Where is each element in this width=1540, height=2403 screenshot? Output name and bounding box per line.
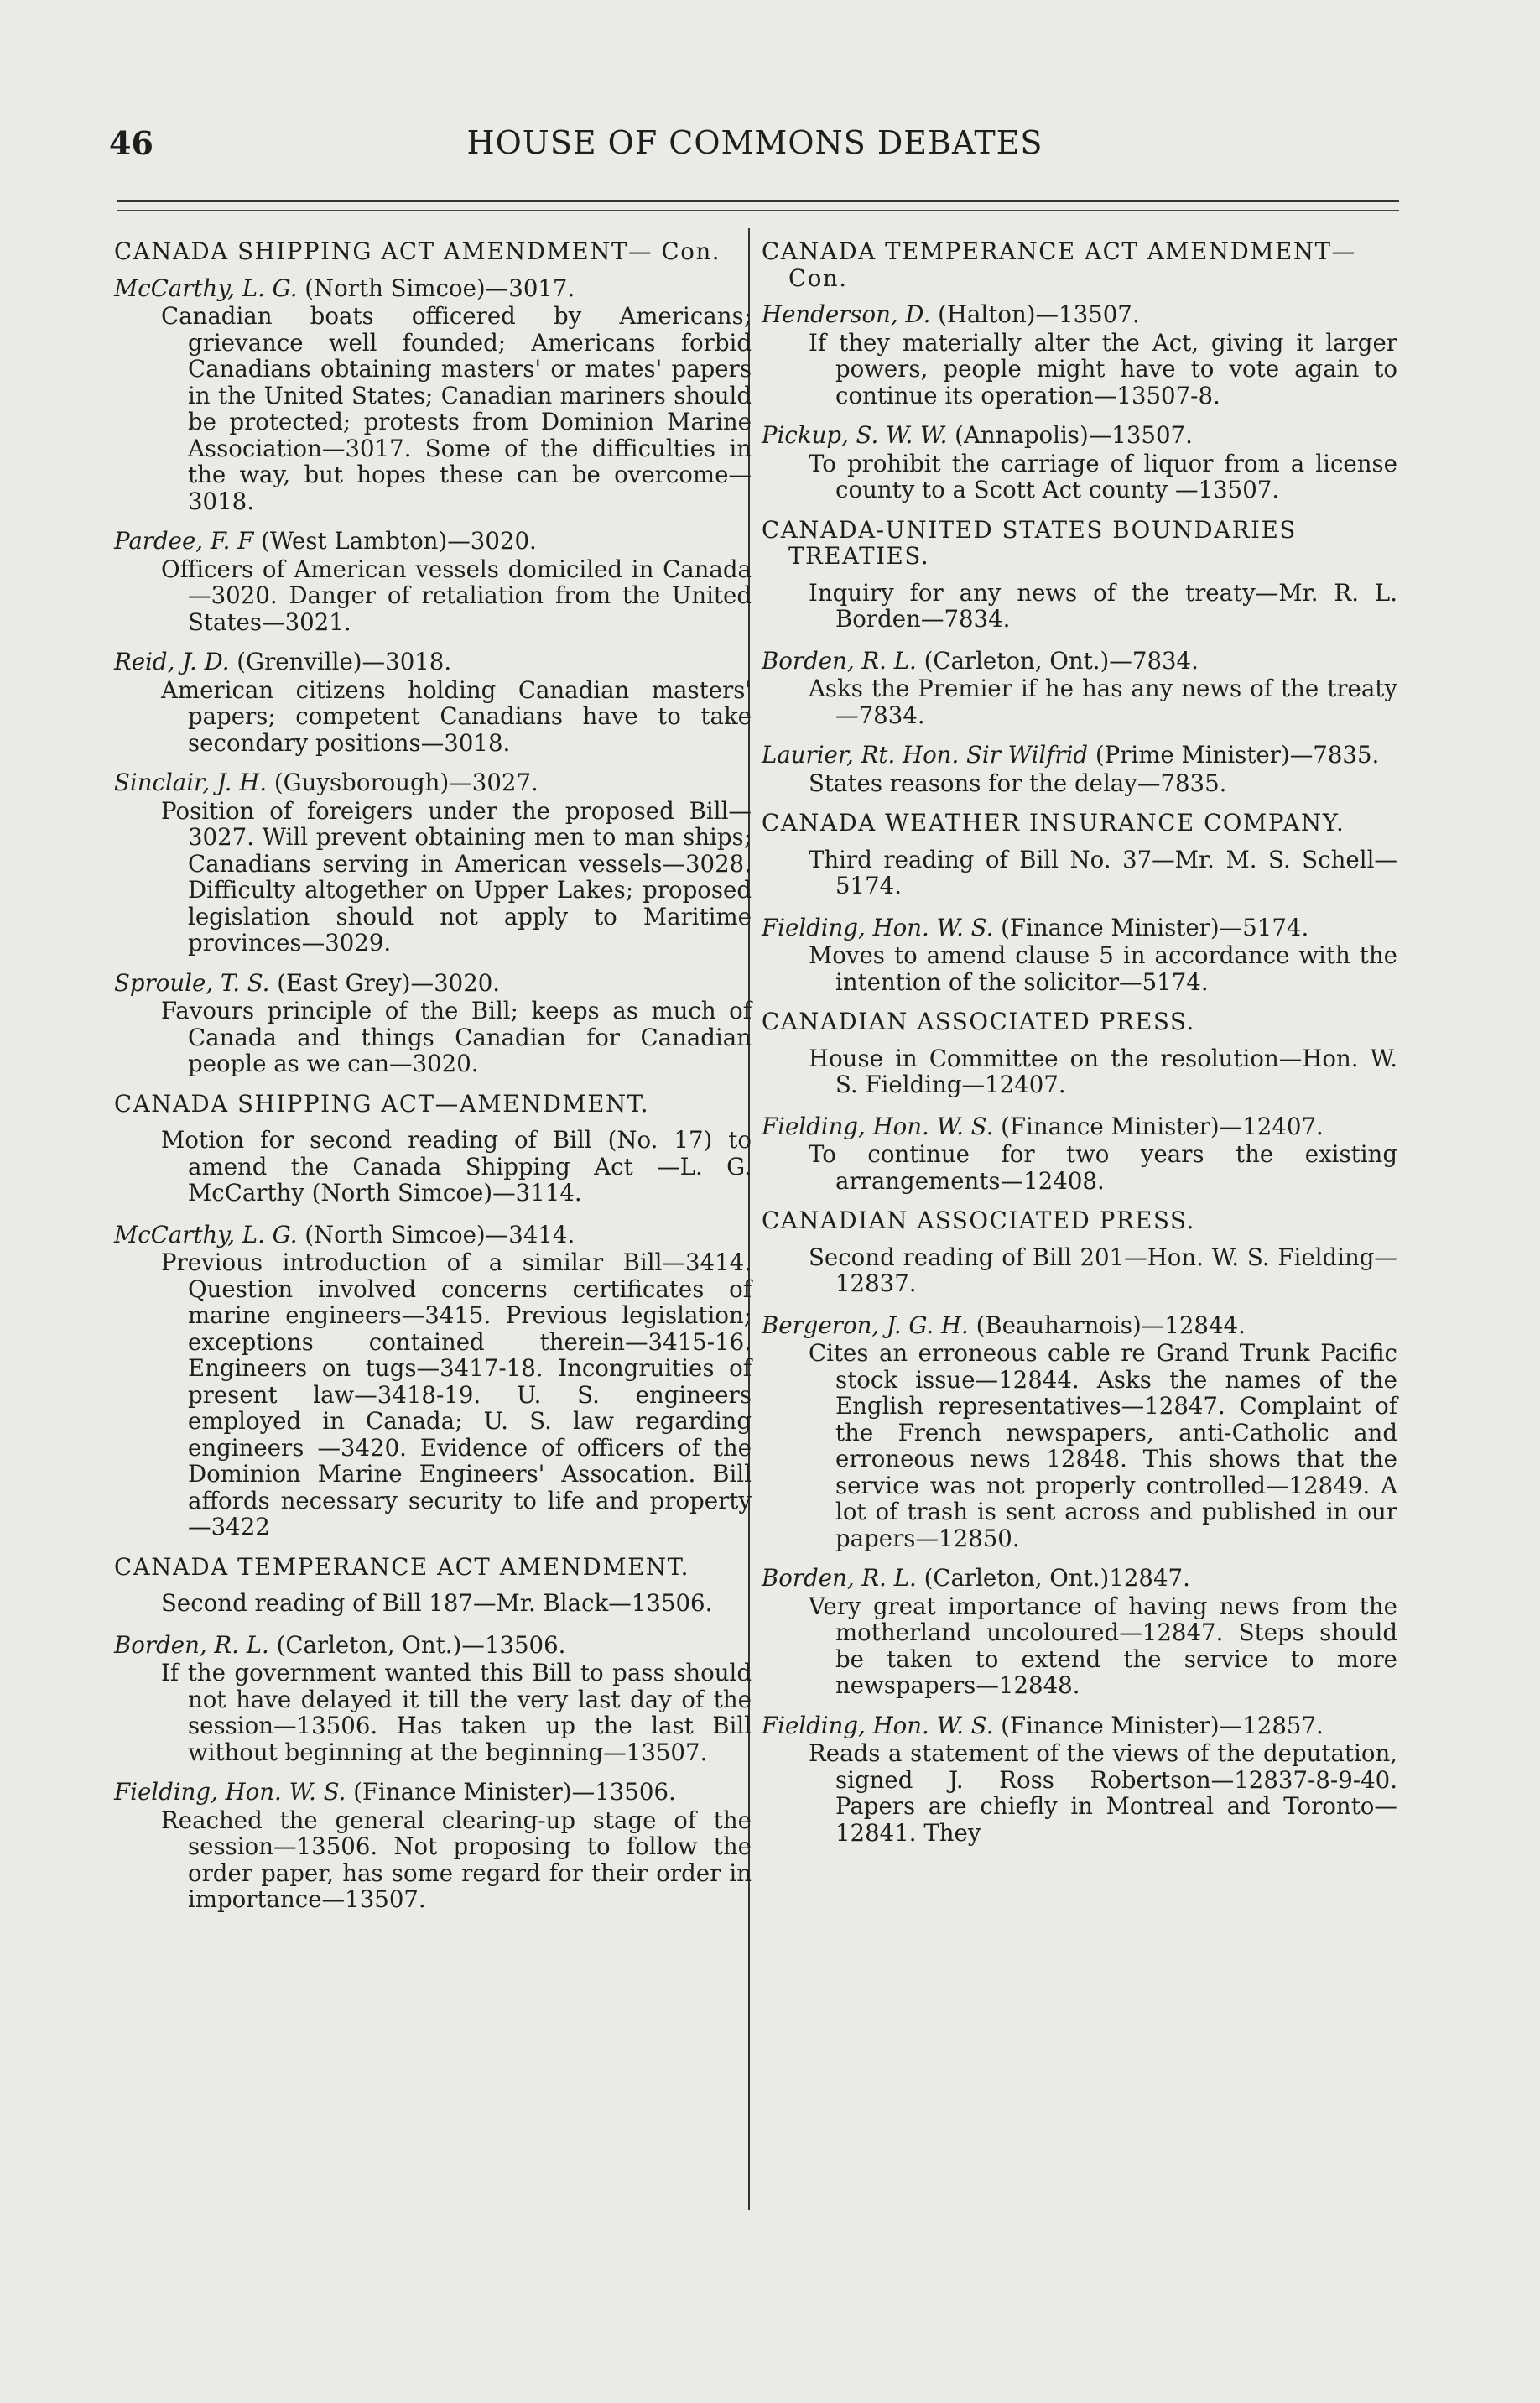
index-heading: CANADA WEATHER INSURANCE COMPANY.	[762, 809, 1345, 837]
speaker-line	[114, 649, 752, 675]
speaker-entry	[762, 915, 1397, 996]
speaker-summary: States reasons for the delay—7835.	[809, 769, 1227, 797]
speaker-riding: (Halton)—13507.	[930, 300, 1140, 328]
speaker-name: Bergeron, J. G. H.	[762, 1311, 969, 1339]
speaker-name: Fielding, Hon. W. S.	[114, 1778, 346, 1806]
speaker-riding: (Finance Minister)—13506.	[346, 1778, 676, 1806]
index-intro: Third reading of Bill No. 37—Mr. M. S. Schell—5174.	[809, 845, 1397, 899]
page-header	[109, 121, 1401, 171]
index-intro: Second reading of Bill 187—Mr. Black—13506.	[161, 1589, 713, 1617]
speaker-entry	[114, 970, 752, 1077]
speaker-summary: Previous introduction of a similar Bill—3414. Question involved concerns certificates of marine engineers—3415. Previous legislation; exceptions contained therein—3415-16. Engineers on tugs—3417-18. Incongruities of present law—3418-19. U. S. engineers employed in Canada; U. S. law regarding engineers —3420. Evidence of officers of the Dominion Marine Engineers' Assocation. Bill affords necessary security to life and property—3422	[161, 1248, 752, 1540]
speaker-line	[762, 742, 1397, 769]
speaker-name: Sproule, T. S.	[114, 968, 270, 997]
speaker-summary: Canadian boats officered by Americans; grievance well founded; Americans forbid Canadians obtaining masters' or mates' papers in the United States; Canadian mariners should be protected; protests from Dominion Marine Association—3017. Some of the difficulties in the way, but hopes these can be overcome—3018.	[161, 302, 752, 515]
speaker-line	[114, 1222, 752, 1248]
speaker-riding: (Carleton, Ont.)12847.	[916, 1564, 1190, 1592]
speaker-line	[762, 301, 1397, 328]
index-heading: CANADIAN ASSOCIATED PRESS.	[762, 1008, 1195, 1035]
speaker-line	[762, 648, 1397, 675]
speaker-summary: Asks the Premier if he has any news of the treaty—7834.	[809, 675, 1397, 729]
speaker-summary: Cites an erroneous cable re Grand Trunk Pacific stock issue—12844. Asks the names of the English representatives—12847. Complaint of the French newspapers, anti-Catholic and erroneous news 12848. This shows that the service was not properly controlled—12849. A lot of trash is sent across and published in our papers—12850.	[809, 1339, 1397, 1552]
speaker-summary: If the government wanted this Bill to pass should not have delayed it till the very last day of the session—13506. Has taken up the last Bill without beginning at the beginning—13507.	[161, 1659, 752, 1766]
speaker-riding: (North Simcoe)—3017.	[297, 274, 575, 302]
speaker-riding: (Guysborough)—3027.	[267, 769, 538, 796]
speaker-riding: (North Simcoe)—3414.	[297, 1220, 575, 1248]
speaker-line	[762, 1113, 1397, 1140]
header-rule	[117, 210, 1399, 211]
speaker-entry	[114, 1632, 752, 1766]
speaker-name: Fielding, Hon. W. S.	[762, 913, 994, 941]
speaker-entry	[762, 301, 1397, 409]
speaker-summary: If they materially alter the Act, giving it larger powers, people might have to vote again to continue its operation—13507-8.	[809, 328, 1397, 409]
speaker-line	[114, 970, 752, 997]
speaker-line	[762, 1712, 1397, 1739]
index-heading: CANADA SHIPPING ACT AMENDMENT— Con.	[114, 237, 721, 265]
speaker-name: Borden, R. L.	[114, 1630, 269, 1659]
speaker-summary: To continue for two years the existing arrangements—12408.	[809, 1140, 1397, 1195]
speaker-summary: Moves to amend clause 5 in accordance with the intention of the solicitor—5174.	[809, 941, 1397, 996]
index-heading: CANADIAN ASSOCIATED PRESS.	[762, 1207, 1195, 1234]
speaker-line	[762, 422, 1397, 449]
speaker-riding: (East Grey)—3020.	[269, 968, 501, 997]
speaker-entry	[762, 742, 1397, 796]
index-heading: CANADA-UNITED STATES BOUNDARIES TREATIES.	[762, 515, 1297, 570]
speaker-entry	[114, 275, 752, 515]
speaker-entry	[762, 1565, 1397, 1699]
speaker-entry	[114, 1222, 752, 1540]
speaker-name: Laurier, Rt. Hon. Sir Wilfrid	[762, 741, 1089, 769]
speaker-name: Pardee, F. F	[114, 527, 254, 555]
running-title: HOUSE OF COMMONS DEBATES	[466, 124, 1043, 161]
speaker-entry	[762, 1312, 1397, 1552]
speaker-summary: Reached the general clearing-up stage of the session—13506. Not proposing to follow the order paper, has some regard for their order in importance—13507.	[161, 1806, 752, 1913]
speaker-riding: (West Lambton)—3020.	[253, 527, 537, 555]
speaker-riding: (Carleton, Ont.)—13506.	[268, 1630, 566, 1659]
index-heading: CANADA SHIPPING ACT—AMENDMENT.	[114, 1089, 650, 1118]
right-column	[762, 232, 1397, 1859]
speaker-entry	[762, 1712, 1397, 1847]
speaker-entry	[762, 1113, 1397, 1195]
speaker-summary: Favours principle of the Bill; keeps as much of Canada and things Canadian for Canadian people as we can—3020.	[161, 997, 752, 1077]
speaker-summary: To prohibit the carriage of liquor from a license county to a Scott Act county —13507.	[809, 449, 1397, 503]
speaker-line	[114, 528, 752, 555]
left-column	[114, 232, 752, 1926]
speaker-name: Fielding, Hon. W. S.	[762, 1711, 994, 1739]
speaker-entry	[762, 422, 1397, 503]
speaker-line	[762, 1565, 1397, 1592]
index-intro: Inquiry for any news of the treaty—Mr. R. L. Borden—7834.	[809, 578, 1397, 633]
speaker-summary: American citizens holding Canadian masters' papers; competent Canadians have to take secondary positions—3018.	[161, 675, 752, 757]
speaker-name: Borden, R. L.	[762, 1564, 917, 1592]
speaker-summary: Position of foreigers under the proposed Bill—3027. Will prevent obtaining men to man ships; Canadians serving in American vessels—3028. Difficulty altogether on Upper Lakes; proposed legislation should not apply to Maritime provinces—3029.	[161, 796, 752, 957]
index-intro: Second reading of Bill 201—Hon. W. S. Fielding—12837.	[809, 1243, 1397, 1297]
speaker-riding: (Finance Minister)—12407.	[993, 1112, 1324, 1140]
speaker-line	[762, 915, 1397, 941]
speaker-name: Sinclair, J. H.	[114, 769, 268, 796]
index-heading: CANADA TEMPERANCE ACT AMENDMENT.	[114, 1552, 689, 1581]
speaker-name: Borden, R. L.	[762, 646, 917, 675]
speaker-riding: (Finance Minister)—5174.	[993, 913, 1309, 941]
index-heading: CANADA TEMPERANCE ACT AMENDMENT—Con.	[762, 237, 1356, 292]
speaker-entry	[114, 649, 752, 756]
speaker-name: Reid, J. D.	[114, 648, 230, 675]
speaker-riding: (Prime Minister)—7835.	[1088, 741, 1380, 769]
speaker-riding: (Finance Minister)—12857.	[993, 1711, 1324, 1739]
index-intro: House in Committee on the resolution—Hon. W. S. Fielding—12407.	[809, 1044, 1397, 1098]
speaker-riding: (Beauharnois)—12844.	[968, 1311, 1246, 1339]
page-number: 46	[109, 124, 153, 162]
speaker-name: McCarthy, L. G.	[114, 1220, 298, 1248]
speaker-line	[762, 1312, 1397, 1339]
speaker-entry	[114, 1779, 752, 1913]
header-rule	[117, 200, 1399, 202]
speaker-name: Henderson, D.	[762, 300, 931, 328]
speaker-summary: Very great importance of having news from the motherland uncoloured—12847. Steps should be taken to extend the service to more newspapers—12848.	[809, 1592, 1397, 1699]
speaker-summary: Reads a statement of the views of the deputation, signed J. Ross Robertson—12837-8-9-40. Papers are chiefly in Montreal and Toronto—12841. They	[809, 1739, 1397, 1847]
speaker-riding: (Annapolis)—13507.	[947, 421, 1193, 449]
speaker-name: McCarthy, L. G.	[114, 274, 298, 302]
speaker-name: Pickup, S. W. W.	[762, 421, 948, 449]
speaker-line	[114, 769, 752, 796]
speaker-line	[114, 275, 752, 302]
speaker-entry	[762, 648, 1397, 729]
speaker-name: Fielding, Hon. W. S.	[762, 1112, 994, 1140]
speaker-entry	[114, 528, 752, 635]
speaker-riding: (Carleton, Ont.)—7834.	[916, 646, 1199, 675]
speaker-entry	[114, 769, 752, 957]
speaker-line	[114, 1779, 752, 1806]
speaker-summary: Officers of American vessels domiciled in Canada—3020. Danger of retaliation from the United States—3021.	[161, 555, 752, 636]
speaker-riding: (Grenville)—3018.	[229, 648, 452, 675]
index-intro: Motion for second reading of Bill (No. 17) to amend the Canada Shipping Act —L. G. McCarthy (North Simcoe)—3114.	[161, 1126, 752, 1207]
speaker-line	[114, 1632, 752, 1659]
